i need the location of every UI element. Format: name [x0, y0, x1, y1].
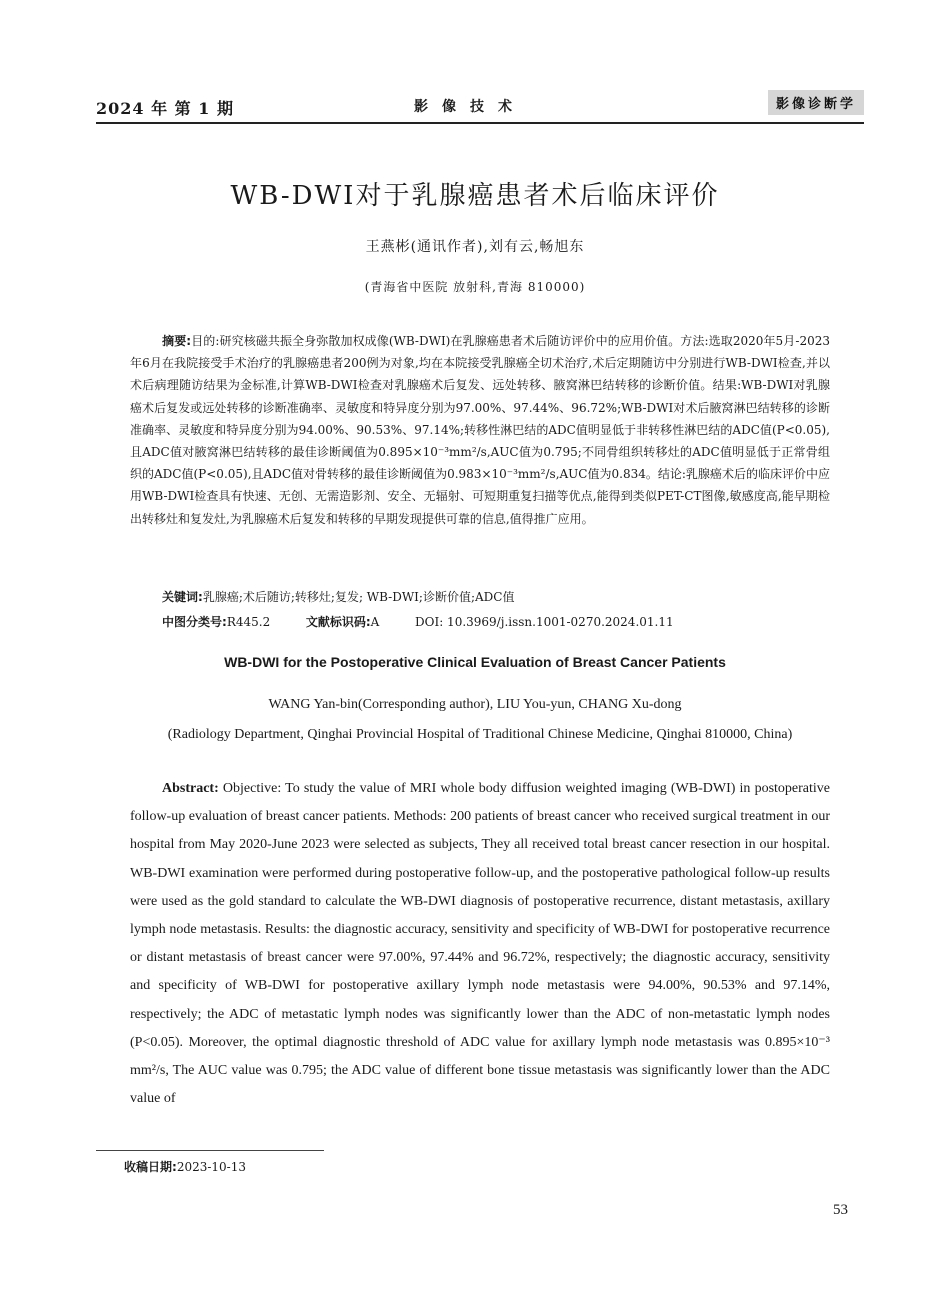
section-tag: 影像诊断学 — [768, 90, 864, 115]
keywords-text: 乳腺癌;术后随访;转移灶;复发; WB-DWI;诊断价值;ADC值 — [202, 590, 515, 604]
affiliation-en: (Radiology Department, Qinghai Provincial Hospital of Traditional Chinese Medicine, Qinghai 810000, China) — [167, 727, 793, 742]
footnote-divider — [96, 1150, 324, 1151]
affiliation-cn: (青海省中医院 放射科,青海 810000) — [364, 280, 586, 294]
authors-en: WANG Yan-bin(Corresponding author), LIU You-yun, CHANG Xu-dong — [268, 697, 682, 712]
abstract-en-label: Abstract: — [162, 781, 219, 796]
doc-code-value: A — [370, 615, 380, 629]
abstract-cn-text: 目的:研究核磁共振全身弥散加权成像(WB-DWI)在乳腺癌患者术后随访评价中的应用价值。方法:选取2020年5月-2023年6月在我院接受手术治疗的乳腺癌患者200例为对象,均在本院接受乳腺癌全切术治疗,术后定期随访中分别进行WB-DWI检查,并以术后病理随访结果为金标准,计算WB-DWI检查对乳腺癌术后复发、远处转移、腋窝淋巴结转移的诊断价值。结果:WB-DWI对乳腺癌术后复发或远处转移的诊断准确率、灵敏度和特异度分别为97.00%、97.44%、96.72%;WB-DWI对术后腋窝淋巴结转移的诊断准确率、灵敏度和特异度分别为94.00%、90.53%、97.14%;转移性淋巴结的ADC值明显低于非转移性淋巴结的ADC值(P<0.05),且ADC值对腋窝淋巴结转移的最佳诊断阈值为0.895×10⁻³mm²/s,AUC值为0.795;不同骨组织转移灶的ADC值明显低于正常骨组织的ADC值(P<0.05),且ADC值对骨转移的最佳诊断阈值为0.983×10⁻³mm²/s,AUC值为0.834。结论:乳腺癌术后的临床评价中应用WB-DWI检查具有快速、无创、无需造影剂、安全、无辐射、可短期重复扫描等优点,能得到类似PET-CT图像,敏感度高,能早期检出转移灶和复发灶,为乳腺癌术后复发和转移的早期发现提供可靠的信息,值得推广应用。 — [130, 334, 830, 526]
clc-label: 中图分类号: — [162, 615, 227, 629]
abstract-en-text: Objective: To study the value of MRI whole body diffusion weighted imaging (WB-DWI) in postoperative follow-up evaluation of breast cancer patients. Methods: 200 patients of breast cancer who received surgical treatment in our hospital from May 2020-June 2023 were selected as subjects, They all received total breast cancer resection in our hospital. WB-DWI examination were performed during postoperative follow-up, and the postoperative pathological follow-up results were used as the gold standard to calculate the WB-DWI diagnosis of postoperative recurrence, distant metastasis, axillary lymph node metastasis. Results: the diagnostic accuracy, sensitivity and specificity of WB-DWI for postoperative recurrence or distant metastasis of breast cancer were 97.00%, 97.44% and 96.72%, respectively; the diagnostic accuracy, sensitivity and specificity of WB-DWI for postoperative axillary lymph node metastasis were 94.00%, 90.53% and 97.14%, respectively; the ADC of metastatic lymph nodes was significantly lower than the ADC of non-metastatic lymph nodes (P<0.05). Moreover, the optimal diagnostic threshold of ADC value for axillary lymph node metastasis was 0.895×10⁻³ mm²/s, The AUC value was 0.795; the ADC value of different bone tissue metastasis was significantly lower than the ADC value of — [130, 781, 830, 1107]
received-date — [124, 1158, 246, 1175]
keywords-line — [162, 588, 514, 605]
article-title-en: WB-DWI for the Postoperative Clinical Evaluation of Breast Cancer Patients — [224, 654, 726, 670]
authors-cn: 王燕彬(通讯作者),刘有云,畅旭东 — [365, 239, 585, 255]
issue-label: 2024 年 第 1 期 — [96, 99, 234, 118]
received-date-value: 2023-10-13 — [176, 1160, 246, 1174]
article-title-cn: WB-DWI对于乳腺癌患者术后临床评价 — [230, 181, 720, 211]
received-date-label: 收稿日期: — [124, 1160, 177, 1174]
keywords-label: 关键词: — [162, 590, 203, 604]
page-number: 53 — [833, 1202, 848, 1218]
abstract-cn — [130, 330, 830, 530]
doi: DOI: 10.3969/j.issn.1001-0270.2024.01.11 — [415, 615, 674, 629]
abstract-cn-label: 摘要: — [162, 334, 192, 348]
doc-code-label: 文献标识码: — [305, 615, 371, 629]
journal-name: 影像技术 — [414, 99, 526, 115]
clc-value: R445.2 — [226, 615, 271, 629]
classification-line — [162, 613, 674, 630]
abstract-en — [130, 775, 830, 1113]
running-header — [96, 92, 864, 124]
